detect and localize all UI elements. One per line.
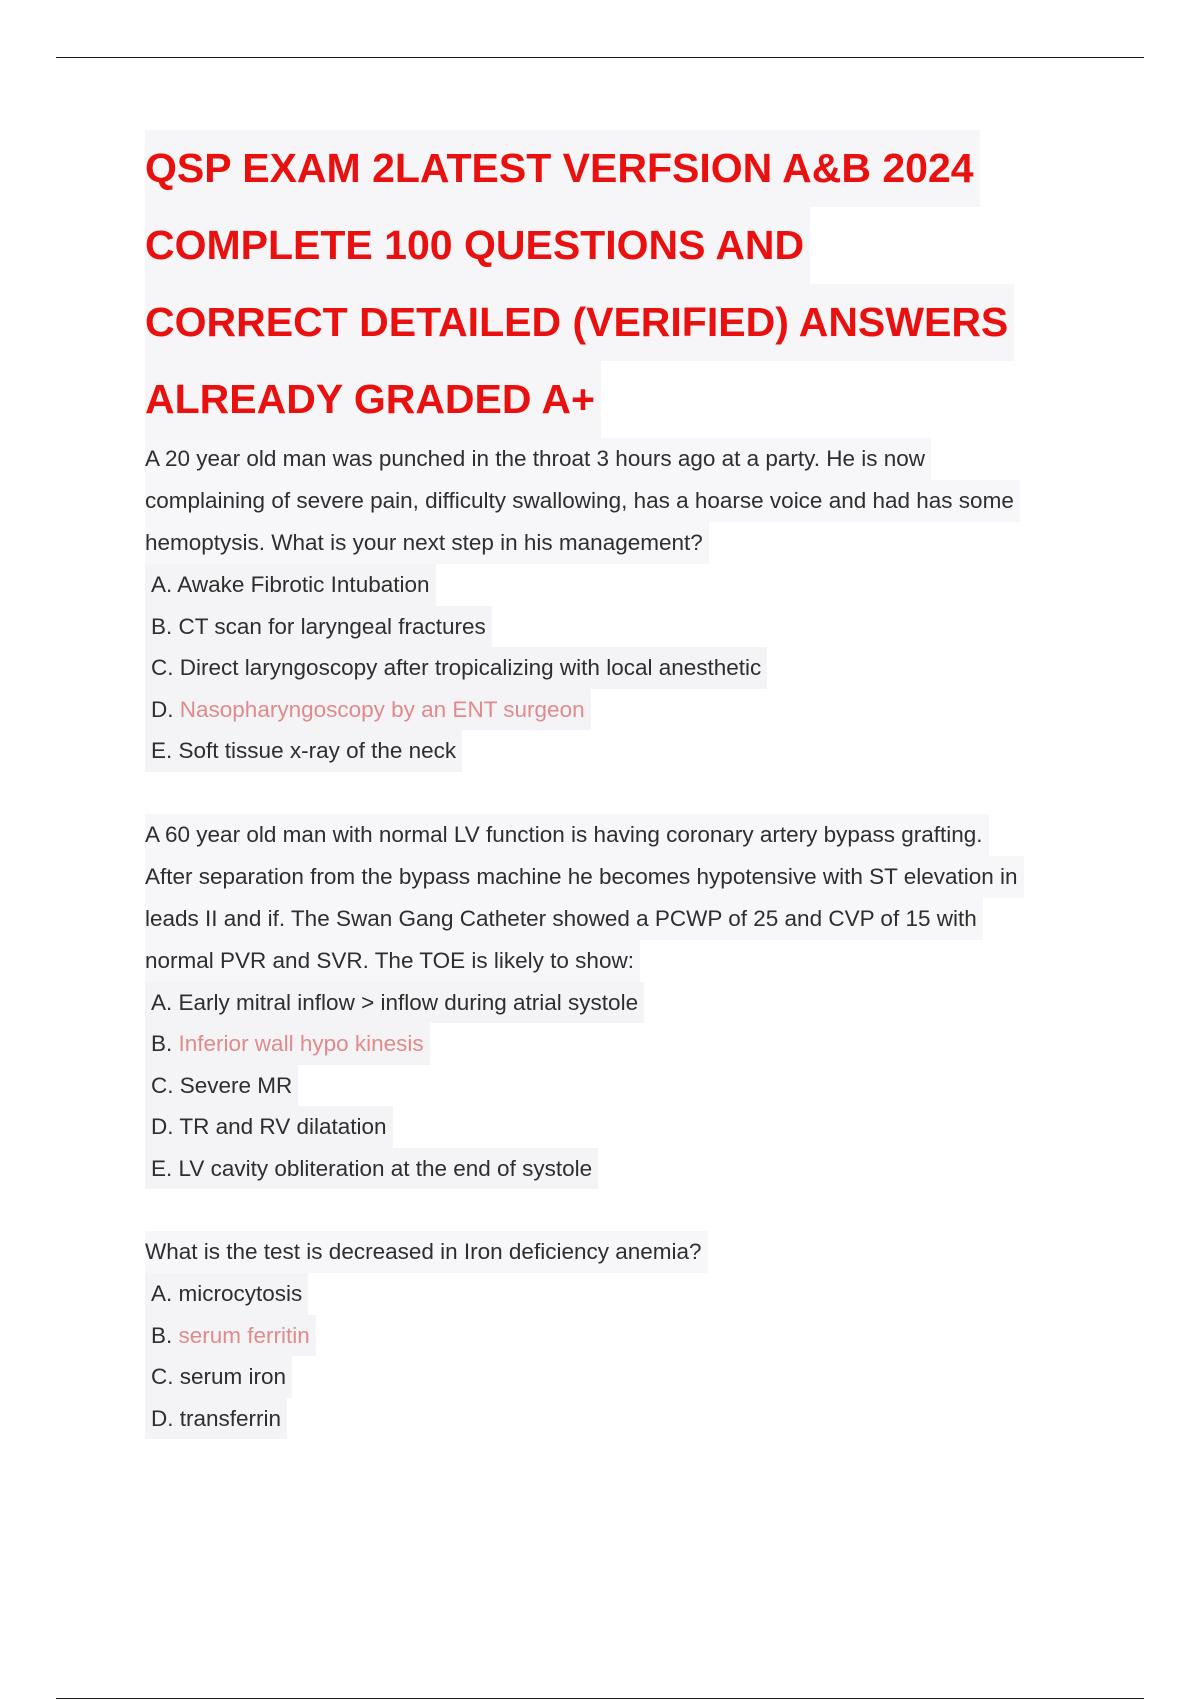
option-text: Early mitral inflow > inflow during atrial systole	[178, 989, 639, 1015]
option-e	[145, 730, 462, 772]
question-stem-line: After separation from the bypass machine he becomes hypotensive with ST elevation in	[145, 856, 1024, 898]
option-b	[145, 606, 492, 648]
option-letter: B.	[151, 1031, 173, 1056]
option-c	[145, 647, 767, 689]
option-letter: C.	[151, 655, 174, 680]
option-c	[145, 1356, 292, 1398]
question-stem-line: normal PVR and SVR. The TOE is likely to show:	[145, 940, 640, 982]
title-line: QSP EXAM 2LATEST VERFSION A&B 2024	[145, 130, 980, 207]
question-2	[145, 814, 1105, 1190]
option-d	[145, 1398, 287, 1440]
correct-answer-text: Nasopharyngoscopy by an ENT surgeon	[179, 696, 585, 722]
option-letter: D.	[151, 1405, 174, 1431]
option-letter: E.	[151, 1155, 173, 1181]
title-line: CORRECT DETAILED (VERIFIED) ANSWERS	[145, 284, 1014, 361]
spacer	[145, 772, 1105, 814]
document-title	[145, 130, 1105, 438]
option-text: TR and RV dilatation	[179, 1114, 387, 1139]
option-text: Direct laryngoscopy after tropicalizing with local anesthetic	[179, 655, 762, 680]
option-text: Severe MR	[179, 1072, 293, 1098]
top-rule	[56, 57, 1144, 58]
question-stem-line: A 20 year old man was punched in the throat 3 hours ago at a party. He is now	[145, 438, 931, 480]
option-b	[145, 1023, 430, 1065]
option-d	[145, 1106, 393, 1148]
document-body	[145, 130, 1105, 1439]
option-e	[145, 1148, 598, 1190]
question-stem-line: A 60 year old man with normal LV function is having coronary artery bypass grafting.	[145, 814, 989, 856]
option-text: Soft tissue x-ray of the neck	[178, 738, 457, 763]
spacer	[145, 1189, 1105, 1231]
option-letter: B.	[151, 613, 173, 639]
question-3	[145, 1231, 1105, 1439]
correct-answer-text: serum ferritin	[178, 1322, 310, 1348]
option-text: serum iron	[179, 1364, 287, 1389]
question-stem-line: hemoptysis. What is your next step in his management?	[145, 522, 709, 564]
question-stem-line: What is the test is decreased in Iron deficiency anemia?	[145, 1231, 708, 1273]
title-line: COMPLETE 100 QUESTIONS AND	[145, 207, 810, 284]
question-stem-line: complaining of severe pain, difficulty swallowing, has a hoarse voice and had has some	[145, 480, 1020, 522]
question-stem-line: leads II and if. The Swan Gang Catheter showed a PCWP of 25 and CVP of 15 with	[145, 898, 983, 940]
correct-answer-text: Inferior wall hypo kinesis	[178, 1031, 424, 1056]
option-text: LV cavity obliteration at the end of systole	[178, 1155, 593, 1181]
option-d	[145, 689, 591, 731]
option-letter: D.	[151, 696, 174, 722]
option-a	[145, 1273, 308, 1315]
option-c	[145, 1065, 298, 1107]
option-text: CT scan for laryngeal fractures	[178, 613, 486, 639]
option-letter: C.	[151, 1072, 174, 1098]
title-line: ALREADY GRADED A+	[145, 361, 601, 438]
option-text: transferrin	[179, 1405, 282, 1431]
bottom-rule	[56, 1698, 1144, 1699]
option-text: microcytosis	[178, 1281, 303, 1306]
option-letter: A.	[151, 1281, 173, 1306]
option-letter: E.	[151, 738, 173, 763]
option-letter: A.	[151, 572, 173, 597]
option-letter: B.	[151, 1322, 173, 1348]
option-letter: A.	[151, 989, 173, 1015]
option-letter: C.	[151, 1364, 174, 1389]
option-a	[145, 982, 644, 1024]
option-b	[145, 1315, 316, 1357]
option-a	[145, 564, 436, 606]
option-text: Awake Fibrotic Intubation	[177, 572, 430, 597]
option-letter: D.	[151, 1114, 174, 1139]
question-1	[145, 438, 1105, 772]
